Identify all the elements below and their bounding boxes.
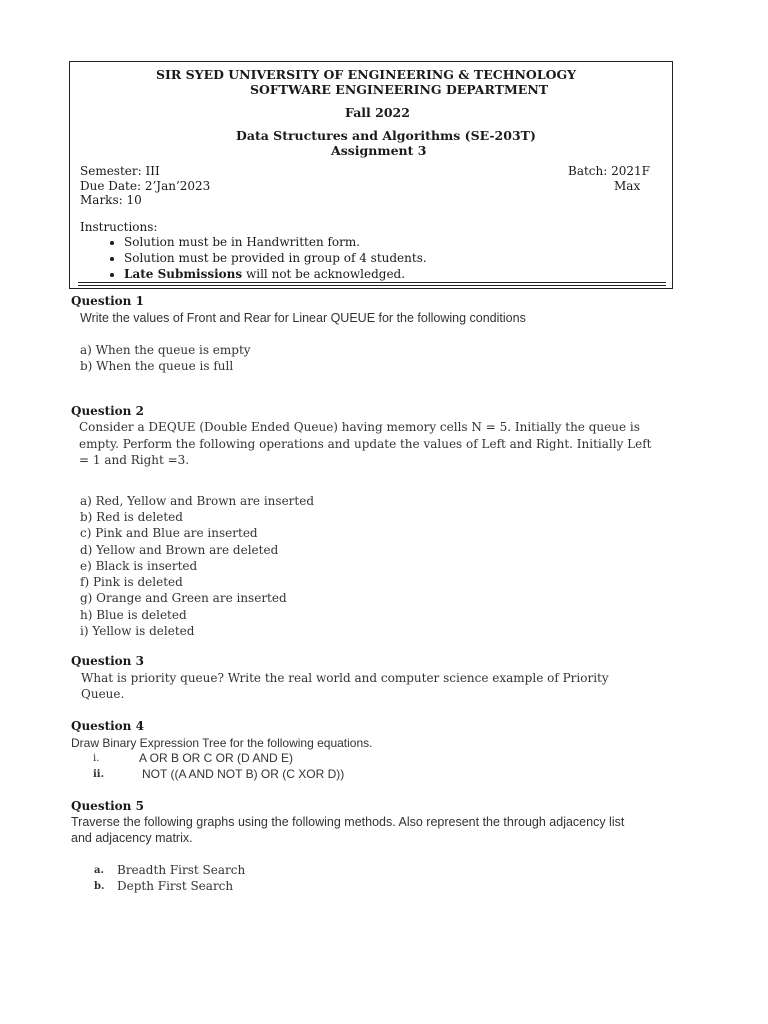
marks: Marks: 10 — [80, 193, 142, 207]
question-5-prompt-line: Traverse the following graphs using the following methods. Also represent the through adjacency list — [71, 815, 625, 829]
question-1-item: a) When the queue is empty — [80, 343, 251, 357]
max-label: Max — [614, 179, 641, 193]
question-5-item: Depth First Search — [117, 879, 234, 893]
question-3-title: Question 3 — [71, 654, 144, 668]
question-2-item: i) Yellow is deleted — [80, 624, 195, 638]
instructions-label: Instructions: — [80, 220, 158, 234]
question-5-prompt-line: and adjacency matrix. — [71, 831, 193, 845]
question-5-title: Question 5 — [71, 799, 144, 813]
question-4-prompt: Draw Binary Expression Tree for the following equations. — [71, 736, 373, 750]
question-2-item: b) Red is deleted — [80, 510, 183, 524]
question-2-item: a) Red, Yellow and Brown are inserted — [80, 494, 315, 508]
question-5-item-number: a. — [94, 865, 104, 876]
question-2-item: h) Blue is deleted — [80, 608, 187, 622]
question-2-prompt-line: empty. Perform the following operations and update the values of Left and Right. Initially Left — [79, 437, 652, 451]
question-2-item: g) Orange and Green are inserted — [80, 591, 287, 605]
due-date: Due Date: 2’Jan’2023 — [80, 179, 211, 193]
term: Fall 2022 — [345, 105, 410, 120]
question-2-item: e) Black is inserted — [80, 559, 198, 573]
question-1-prompt: Write the values of Front and Rear for Linear QUEUE for the following conditions — [80, 311, 526, 325]
instruction-item: • Late Submissions will not be acknowledged. — [124, 266, 427, 282]
question-3-prompt-line: Queue. — [81, 687, 125, 701]
question-5-item: Breadth First Search — [117, 863, 246, 877]
instructions-list — [102, 234, 427, 282]
question-2-prompt-line: Consider a DEQUE (Double Ended Queue) having memory cells N = 5. Initially the queue is — [79, 420, 640, 434]
question-3-prompt-line: What is priority queue? Write the real world and computer science example of Priority — [81, 671, 609, 685]
batch: Batch: 2021F — [568, 164, 650, 178]
question-4-item: A OR B OR C OR (D AND E) — [139, 751, 294, 765]
question-2-prompt-line: = 1 and Right =3. — [79, 453, 190, 467]
instruction-item: • Solution must be in Handwritten form. — [124, 234, 427, 250]
assignment-header-box — [69, 61, 673, 289]
question-1-title: Question 1 — [71, 294, 144, 308]
divider — [78, 285, 666, 286]
assignment-title: Assignment 3 — [331, 143, 427, 158]
question-1-item: b) When the queue is full — [80, 359, 234, 373]
question-2-item: c) Pink and Blue are inserted — [80, 526, 258, 540]
course-title: Data Structures and Algorithms (SE-203T) — [236, 128, 536, 143]
question-2-item: d) Yellow and Brown are deleted — [80, 543, 279, 557]
semester: Semester: III — [80, 164, 160, 178]
question-2-item: f) Pink is deleted — [80, 575, 183, 589]
question-4-item: NOT ((A AND NOT B) OR (C XOR D)) — [142, 767, 345, 781]
question-5-item-number: b. — [94, 881, 105, 892]
university-name: SIR SYED UNIVERSITY OF ENGINEERING & TECHNOLOGY — [156, 67, 577, 82]
question-2-title: Question 2 — [71, 404, 144, 418]
instruction-item: • Solution must be provided in group of 4 students. — [124, 250, 427, 266]
divider — [78, 282, 666, 283]
department-name: SOFTWARE ENGINEERING DEPARTMENT — [250, 82, 549, 97]
question-4-title: Question 4 — [71, 719, 144, 733]
question-4-item-number: i. — [93, 753, 100, 764]
question-4-item-number: ii. — [93, 769, 105, 780]
